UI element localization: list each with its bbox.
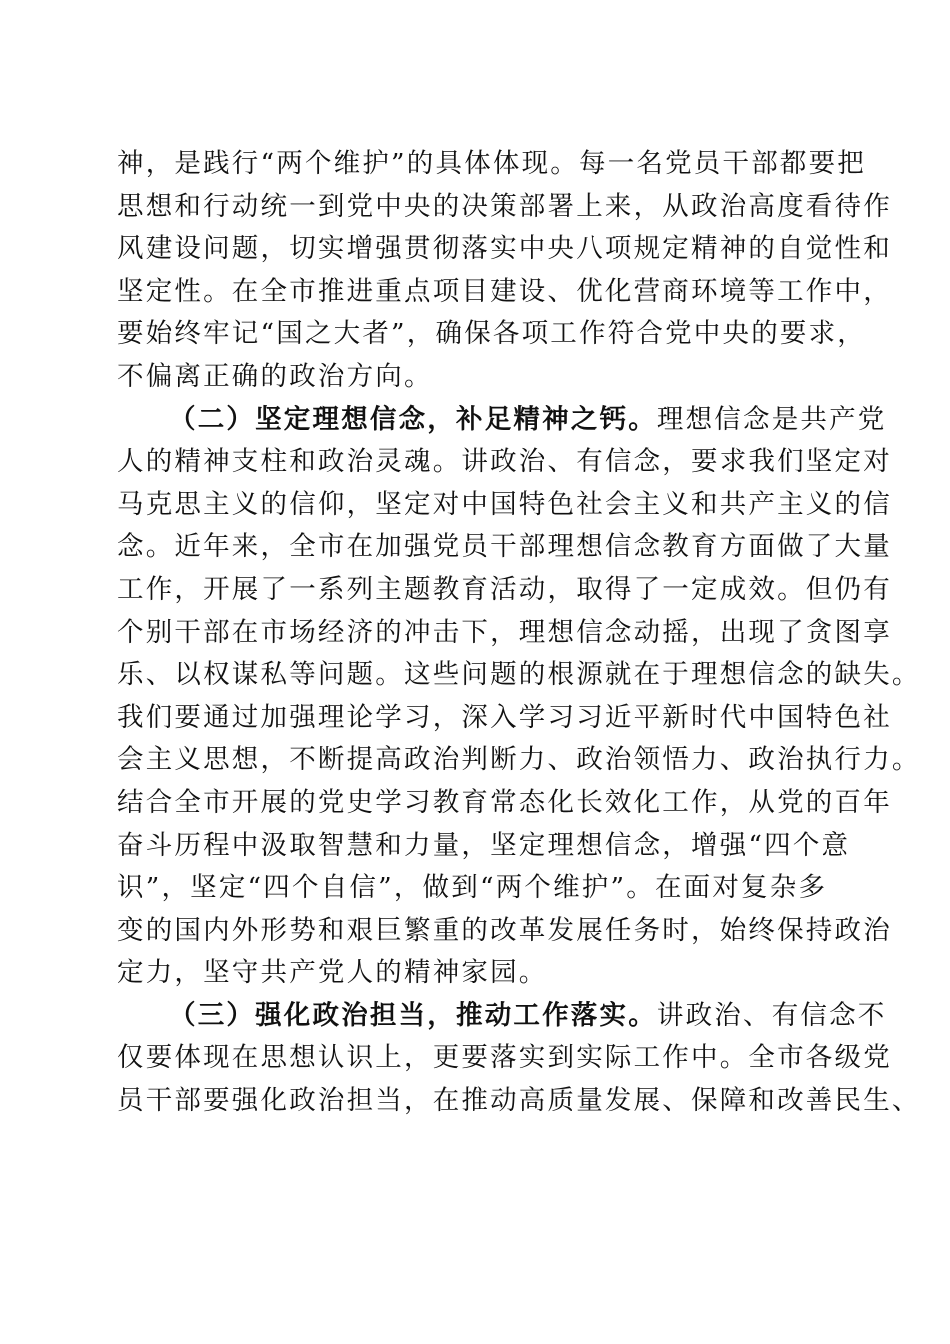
paragraph-line: 奋斗历程中汲取智慧和力量，坚定理想信念，增强“四个意 bbox=[117, 829, 851, 861]
paragraph-line: 念。近年来，全市在加强党员干部理想信念教育方面做了大量 bbox=[117, 531, 892, 563]
paragraph-line: 马克思主义的信仰，坚定对中国特色社会主义和共产主义的信 bbox=[117, 488, 892, 520]
section-2 bbox=[117, 399, 921, 995]
paragraph-line: 神，是践行“两个维护”的具体体现。每一名党员干部都要把 bbox=[117, 148, 866, 179]
section-3-first-line-text: 讲政治、有信念不 bbox=[656, 999, 887, 1031]
section-3 bbox=[117, 995, 921, 1123]
section-3-first-line bbox=[117, 995, 887, 1038]
section-2-first-line bbox=[117, 399, 887, 442]
paragraph-line: 员干部要强化政治担当，在推动高质量发展、保障和改善民生、 bbox=[117, 1085, 921, 1117]
paragraph-line: 变的国内外形势和艰巨繁重的改革发展任务时，始终保持政治 bbox=[117, 914, 892, 946]
document-body bbox=[117, 143, 921, 1123]
paragraph-line: 仅要体现在思想认识上，更要落实到实际工作中。全市各级党 bbox=[117, 1042, 892, 1074]
paragraph-1 bbox=[117, 143, 892, 399]
paragraph-line: 坚定性。在全市推进重点项目建设、优化营商环境等工作中， bbox=[117, 275, 892, 307]
paragraph-line: 思想和行动统一到党中央的决策部署上来，从政治高度看待作 bbox=[117, 190, 892, 222]
section-2-first-line-text: 理想信念是共产党 bbox=[656, 403, 887, 435]
paragraph-line: 个别干部在市场经济的冲击下，理想信念动摇，出现了贪图享 bbox=[117, 616, 892, 648]
paragraph-line: 结合全市开展的党史学习教育常态化长效化工作，从党的百年 bbox=[117, 786, 892, 818]
paragraph-line: 我们要通过加强理论学习，深入学习习近平新时代中国特色社 bbox=[117, 701, 892, 733]
paragraph-line: 风建设问题，切实增强贯彻落实中央八项规定精神的自觉性和 bbox=[117, 233, 892, 265]
section-3-heading: （三）强化政治担当，推动工作落实。 bbox=[169, 999, 657, 1031]
paragraph-line: 工作，开展了一系列主题教育活动，取得了一定成效。但仍有 bbox=[117, 573, 892, 605]
paragraph-line: 会主义思想，不断提高政治判断力、政治领悟力、政治执行力。 bbox=[117, 744, 921, 776]
paragraph-line: 要始终牢记“国之大者”，确保各项工作符合党中央的要求， bbox=[117, 318, 866, 350]
paragraph-line: 人的精神支柱和政治灵魂。讲政治、有信念，要求我们坚定对 bbox=[117, 446, 892, 478]
paragraph-line: 不偏离正确的政治方向。 bbox=[117, 360, 433, 392]
section-2-heading: （二）坚定理想信念，补足精神之钙。 bbox=[169, 403, 657, 435]
paragraph-line: 识”，坚定“四个自信”，做到“两个维护”。在面对复杂多 bbox=[117, 872, 828, 904]
paragraph-line: 乐、以权谋私等问题。这些问题的根源就在于理想信念的缺失。 bbox=[117, 659, 921, 691]
paragraph-line: 定力，坚守共产党人的精神家园。 bbox=[117, 957, 548, 989]
